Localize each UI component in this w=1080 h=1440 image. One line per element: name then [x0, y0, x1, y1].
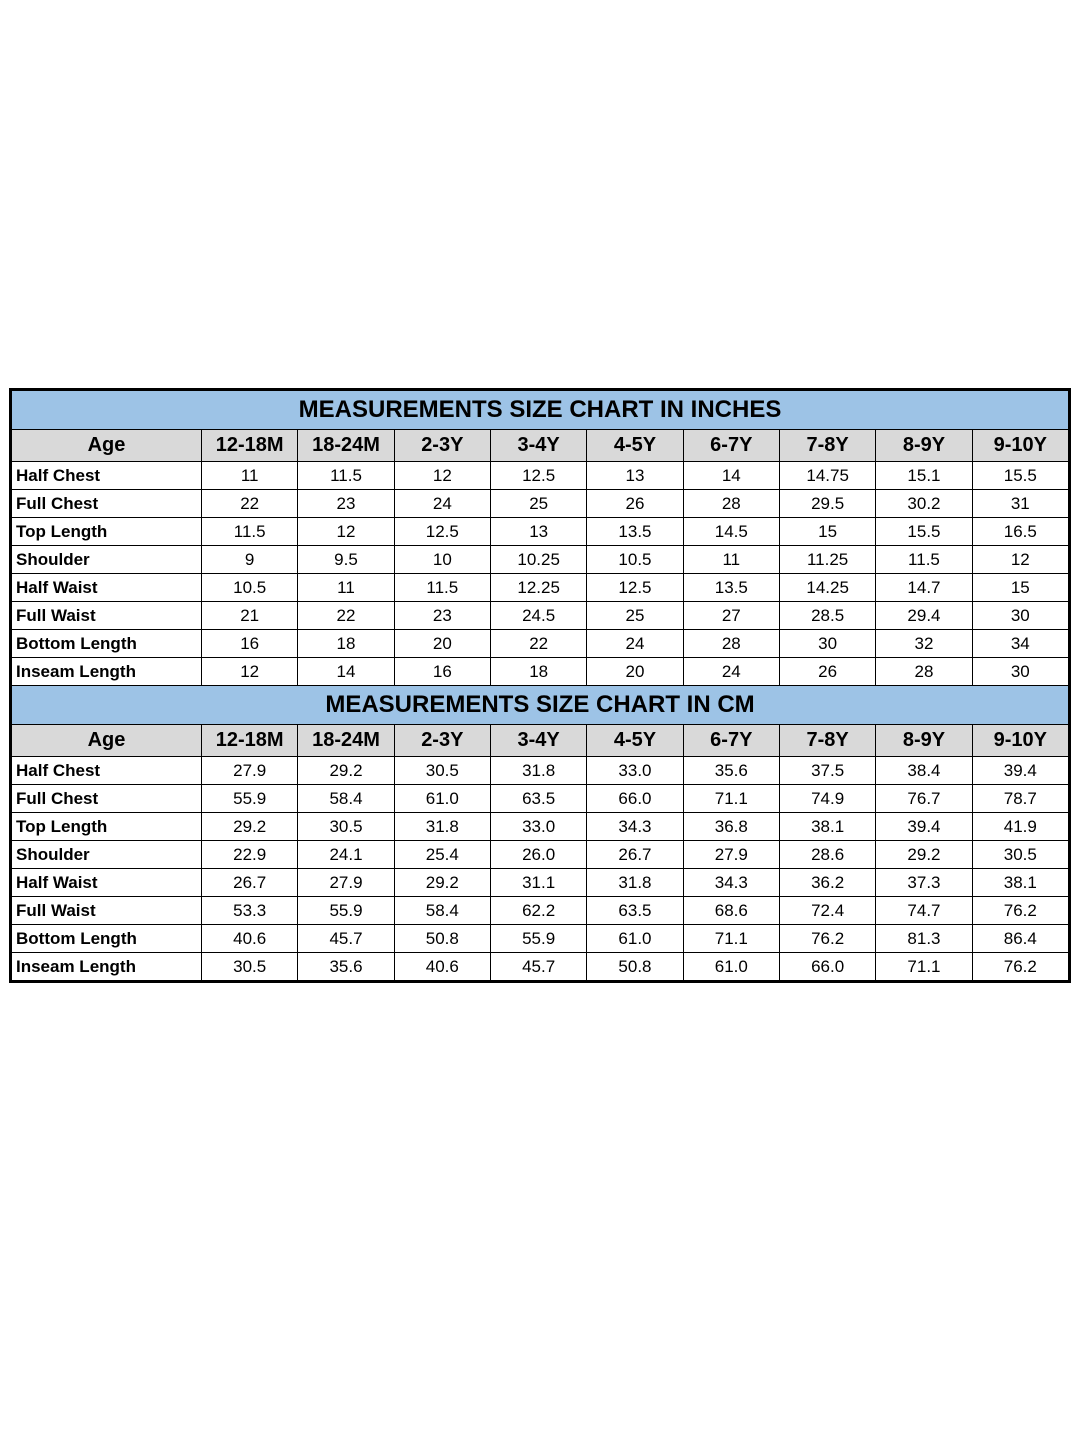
- cm-size-header: 2-3Y: [394, 725, 490, 757]
- inches-measurement-cell: 11: [298, 574, 394, 602]
- cm-measurement-cell: 76.7: [876, 785, 972, 813]
- inches-measurement-cell: 13: [490, 518, 586, 546]
- inches-measurement-cell: 10.5: [202, 574, 298, 602]
- inches-measurement-cell: 15.5: [876, 518, 972, 546]
- inches-table-row: [12, 658, 1069, 686]
- cm-row-label: Shoulder: [12, 841, 202, 869]
- inches-measurement-cell: 28: [683, 490, 779, 518]
- cm-measurement-cell: 53.3: [202, 897, 298, 925]
- cm-measurement-cell: 27.9: [298, 869, 394, 897]
- cm-row-label: Full Waist: [12, 897, 202, 925]
- inches-row-label: Bottom Length: [12, 630, 202, 658]
- cm-measurement-cell: 39.4: [972, 757, 1068, 785]
- inches-table-row: [12, 518, 1069, 546]
- cm-measurement-cell: 86.4: [972, 925, 1068, 953]
- inches-measurement-cell: 13: [587, 462, 683, 490]
- cm-measurement-cell: 26.7: [202, 869, 298, 897]
- cm-size-header: 4-5Y: [587, 725, 683, 757]
- inches-table-row: [12, 574, 1069, 602]
- cm-measurement-cell: 63.5: [587, 897, 683, 925]
- cm-measurement-cell: 50.8: [587, 953, 683, 981]
- inches-measurement-cell: 12: [298, 518, 394, 546]
- cm-measurement-cell: 38.4: [876, 757, 972, 785]
- cm-table-row: [12, 757, 1069, 785]
- inches-table-row: [12, 602, 1069, 630]
- inches-measurement-cell: 11: [683, 546, 779, 574]
- cm-table-row: [12, 925, 1069, 953]
- cm-table-row: [12, 841, 1069, 869]
- cm-measurement-cell: 33.0: [587, 757, 683, 785]
- inches-size-header: 18-24M: [298, 430, 394, 462]
- cm-measurement-cell: 22.9: [202, 841, 298, 869]
- cm-measurement-cell: 27.9: [202, 757, 298, 785]
- inches-measurement-cell: 12: [972, 546, 1068, 574]
- cm-table-row: [12, 953, 1069, 981]
- inches-header-row: [12, 430, 1069, 462]
- inches-measurement-cell: 16: [202, 630, 298, 658]
- inches-row-label: Inseam Length: [12, 658, 202, 686]
- inches-table-row: [12, 630, 1069, 658]
- cm-measurement-cell: 30.5: [202, 953, 298, 981]
- cm-measurement-cell: 39.4: [876, 813, 972, 841]
- cm-header-row: [12, 725, 1069, 757]
- inches-measurement-cell: 23: [298, 490, 394, 518]
- size-chart-table: [11, 390, 1069, 981]
- cm-measurement-cell: 81.3: [876, 925, 972, 953]
- cm-title-row: [12, 686, 1069, 725]
- cm-table-row: [12, 897, 1069, 925]
- inches-title-row: [12, 391, 1069, 430]
- inches-measurement-cell: 20: [394, 630, 490, 658]
- inches-measurement-cell: 30.2: [876, 490, 972, 518]
- cm-measurement-cell: 25.4: [394, 841, 490, 869]
- cm-measurement-cell: 76.2: [779, 925, 875, 953]
- cm-row-label: Top Length: [12, 813, 202, 841]
- inches-measurement-cell: 18: [490, 658, 586, 686]
- cm-measurement-cell: 29.2: [394, 869, 490, 897]
- cm-measurement-cell: 71.1: [876, 953, 972, 981]
- cm-measurement-cell: 31.8: [587, 869, 683, 897]
- cm-measurement-cell: 30.5: [394, 757, 490, 785]
- inches-measurement-cell: 27: [683, 602, 779, 630]
- cm-measurement-cell: 24.1: [298, 841, 394, 869]
- inches-measurement-cell: 34: [972, 630, 1068, 658]
- inches-measurement-cell: 26: [587, 490, 683, 518]
- inches-measurement-cell: 15: [972, 574, 1068, 602]
- inches-measurement-cell: 24: [683, 658, 779, 686]
- cm-measurement-cell: 36.8: [683, 813, 779, 841]
- cm-measurement-cell: 58.4: [298, 785, 394, 813]
- inches-measurement-cell: 14.25: [779, 574, 875, 602]
- inches-measurement-cell: 28.5: [779, 602, 875, 630]
- cm-age-header: Age: [12, 725, 202, 757]
- cm-measurement-cell: 29.2: [202, 813, 298, 841]
- cm-measurement-cell: 27.9: [683, 841, 779, 869]
- inches-measurement-cell: 16: [394, 658, 490, 686]
- cm-row-label: Full Chest: [12, 785, 202, 813]
- inches-measurement-cell: 14.5: [683, 518, 779, 546]
- cm-size-header: 12-18M: [202, 725, 298, 757]
- inches-size-header: 2-3Y: [394, 430, 490, 462]
- inches-measurement-cell: 22: [202, 490, 298, 518]
- cm-measurement-cell: 38.1: [972, 869, 1068, 897]
- cm-measurement-cell: 71.1: [683, 925, 779, 953]
- cm-measurement-cell: 41.9: [972, 813, 1068, 841]
- cm-measurement-cell: 29.2: [876, 841, 972, 869]
- inches-measurement-cell: 14: [683, 462, 779, 490]
- inches-row-label: Top Length: [12, 518, 202, 546]
- cm-measurement-cell: 30.5: [298, 813, 394, 841]
- inches-measurement-cell: 25: [490, 490, 586, 518]
- inches-measurement-cell: 11: [202, 462, 298, 490]
- inches-measurement-cell: 28: [876, 658, 972, 686]
- cm-measurement-cell: 61.0: [587, 925, 683, 953]
- inches-measurement-cell: 30: [972, 658, 1068, 686]
- inches-size-header: 8-9Y: [876, 430, 972, 462]
- cm-measurement-cell: 72.4: [779, 897, 875, 925]
- cm-measurement-cell: 40.6: [394, 953, 490, 981]
- inches-measurement-cell: 12: [394, 462, 490, 490]
- inches-measurement-cell: 23: [394, 602, 490, 630]
- inches-measurement-cell: 18: [298, 630, 394, 658]
- inches-measurement-cell: 22: [490, 630, 586, 658]
- inches-measurement-cell: 32: [876, 630, 972, 658]
- cm-row-label: Half Waist: [12, 869, 202, 897]
- inches-measurement-cell: 30: [779, 630, 875, 658]
- cm-measurement-cell: 58.4: [394, 897, 490, 925]
- cm-size-header: 9-10Y: [972, 725, 1068, 757]
- cm-measurement-cell: 45.7: [298, 925, 394, 953]
- cm-measurement-cell: 30.5: [972, 841, 1068, 869]
- cm-measurement-cell: 45.7: [490, 953, 586, 981]
- cm-measurement-cell: 26.0: [490, 841, 586, 869]
- inches-measurement-cell: 29.5: [779, 490, 875, 518]
- inches-measurement-cell: 9.5: [298, 546, 394, 574]
- inches-measurement-cell: 24: [394, 490, 490, 518]
- cm-measurement-cell: 38.1: [779, 813, 875, 841]
- cm-size-header: 7-8Y: [779, 725, 875, 757]
- size-chart-sheet: [9, 388, 1071, 983]
- inches-table-row: [12, 462, 1069, 490]
- cm-measurement-cell: 55.9: [298, 897, 394, 925]
- inches-measurement-cell: 14.75: [779, 462, 875, 490]
- cm-measurement-cell: 34.3: [587, 813, 683, 841]
- inches-row-label: Full Waist: [12, 602, 202, 630]
- inches-size-header: 3-4Y: [490, 430, 586, 462]
- cm-chart-title: MEASUREMENTS SIZE CHART IN CM: [12, 686, 1069, 725]
- cm-measurement-cell: 74.7: [876, 897, 972, 925]
- inches-table-row: [12, 490, 1069, 518]
- cm-measurement-cell: 34.3: [683, 869, 779, 897]
- inches-measurement-cell: 14.7: [876, 574, 972, 602]
- cm-measurement-cell: 74.9: [779, 785, 875, 813]
- cm-row-label: Bottom Length: [12, 925, 202, 953]
- cm-measurement-cell: 31.8: [394, 813, 490, 841]
- cm-measurement-cell: 61.0: [394, 785, 490, 813]
- cm-measurement-cell: 62.2: [490, 897, 586, 925]
- inches-measurement-cell: 15.1: [876, 462, 972, 490]
- cm-measurement-cell: 66.0: [587, 785, 683, 813]
- inches-measurement-cell: 30: [972, 602, 1068, 630]
- cm-measurement-cell: 55.9: [202, 785, 298, 813]
- inches-size-header: 4-5Y: [587, 430, 683, 462]
- cm-size-header: 8-9Y: [876, 725, 972, 757]
- inches-measurement-cell: 10.25: [490, 546, 586, 574]
- inches-measurement-cell: 12: [202, 658, 298, 686]
- inches-measurement-cell: 11.5: [394, 574, 490, 602]
- inches-measurement-cell: 24: [587, 630, 683, 658]
- cm-row-label: Inseam Length: [12, 953, 202, 981]
- inches-measurement-cell: 10.5: [587, 546, 683, 574]
- inches-measurement-cell: 24.5: [490, 602, 586, 630]
- inches-row-label: Half Chest: [12, 462, 202, 490]
- inches-measurement-cell: 22: [298, 602, 394, 630]
- inches-measurement-cell: 15.5: [972, 462, 1068, 490]
- inches-measurement-cell: 9: [202, 546, 298, 574]
- cm-measurement-cell: 31.8: [490, 757, 586, 785]
- inches-table-row: [12, 546, 1069, 574]
- cm-size-header: 3-4Y: [490, 725, 586, 757]
- cm-measurement-cell: 66.0: [779, 953, 875, 981]
- inches-measurement-cell: 12.5: [490, 462, 586, 490]
- inches-measurement-cell: 10: [394, 546, 490, 574]
- inches-measurement-cell: 11.5: [202, 518, 298, 546]
- inches-chart-title: MEASUREMENTS SIZE CHART IN INCHES: [12, 391, 1069, 430]
- inches-row-label: Shoulder: [12, 546, 202, 574]
- cm-measurement-cell: 61.0: [683, 953, 779, 981]
- cm-measurement-cell: 55.9: [490, 925, 586, 953]
- cm-size-header: 18-24M: [298, 725, 394, 757]
- cm-measurement-cell: 50.8: [394, 925, 490, 953]
- cm-measurement-cell: 35.6: [683, 757, 779, 785]
- inches-measurement-cell: 14: [298, 658, 394, 686]
- cm-measurement-cell: 37.5: [779, 757, 875, 785]
- inches-size-header: 9-10Y: [972, 430, 1068, 462]
- inches-measurement-cell: 20: [587, 658, 683, 686]
- size-chart-body: [12, 391, 1069, 981]
- inches-size-header: 7-8Y: [779, 430, 875, 462]
- inches-row-label: Full Chest: [12, 490, 202, 518]
- inches-size-header: 6-7Y: [683, 430, 779, 462]
- cm-size-header: 6-7Y: [683, 725, 779, 757]
- cm-measurement-cell: 63.5: [490, 785, 586, 813]
- cm-measurement-cell: 26.7: [587, 841, 683, 869]
- inches-measurement-cell: 26: [779, 658, 875, 686]
- inches-row-label: Half Waist: [12, 574, 202, 602]
- inches-measurement-cell: 21: [202, 602, 298, 630]
- inches-measurement-cell: 25: [587, 602, 683, 630]
- inches-measurement-cell: 11.5: [298, 462, 394, 490]
- inches-age-header: Age: [12, 430, 202, 462]
- cm-table-row: [12, 869, 1069, 897]
- inches-size-header: 12-18M: [202, 430, 298, 462]
- cm-measurement-cell: 31.1: [490, 869, 586, 897]
- cm-measurement-cell: 35.6: [298, 953, 394, 981]
- inches-measurement-cell: 12.5: [587, 574, 683, 602]
- inches-measurement-cell: 28: [683, 630, 779, 658]
- inches-measurement-cell: 12.25: [490, 574, 586, 602]
- cm-table-row: [12, 785, 1069, 813]
- inches-measurement-cell: 29.4: [876, 602, 972, 630]
- cm-measurement-cell: 28.6: [779, 841, 875, 869]
- inches-measurement-cell: 11.5: [876, 546, 972, 574]
- cm-measurement-cell: 29.2: [298, 757, 394, 785]
- inches-measurement-cell: 15: [779, 518, 875, 546]
- cm-measurement-cell: 78.7: [972, 785, 1068, 813]
- inches-measurement-cell: 31: [972, 490, 1068, 518]
- cm-row-label: Half Chest: [12, 757, 202, 785]
- cm-measurement-cell: 76.2: [972, 953, 1068, 981]
- cm-measurement-cell: 40.6: [202, 925, 298, 953]
- inches-measurement-cell: 12.5: [394, 518, 490, 546]
- cm-measurement-cell: 71.1: [683, 785, 779, 813]
- inches-measurement-cell: 13.5: [587, 518, 683, 546]
- inches-measurement-cell: 16.5: [972, 518, 1068, 546]
- inches-measurement-cell: 13.5: [683, 574, 779, 602]
- inches-measurement-cell: 11.25: [779, 546, 875, 574]
- cm-measurement-cell: 76.2: [972, 897, 1068, 925]
- cm-measurement-cell: 33.0: [490, 813, 586, 841]
- cm-measurement-cell: 37.3: [876, 869, 972, 897]
- cm-measurement-cell: 36.2: [779, 869, 875, 897]
- cm-measurement-cell: 68.6: [683, 897, 779, 925]
- cm-table-row: [12, 813, 1069, 841]
